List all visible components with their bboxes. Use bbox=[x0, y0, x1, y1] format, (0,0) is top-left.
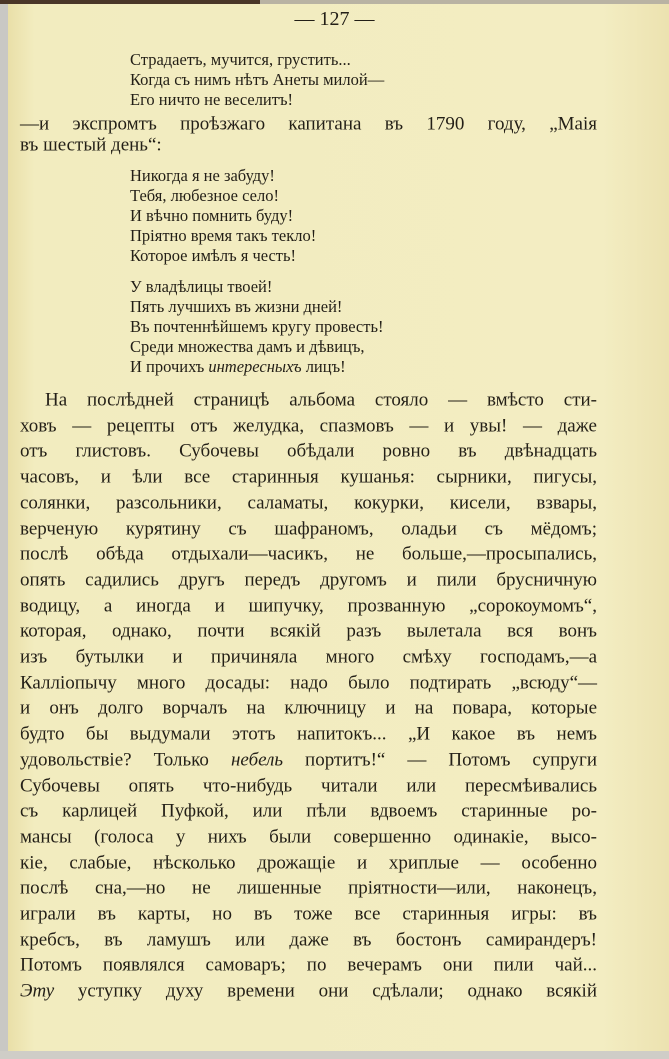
text-segment: И прочихъ bbox=[130, 356, 209, 376]
verse-line: Среди множества дамъ и дѣвицъ, bbox=[130, 336, 365, 356]
verse-line: Тебя, любезное село! bbox=[130, 185, 279, 205]
paragraph-line: опять садились другъ передъ другомъ и пили брусничную bbox=[20, 569, 597, 591]
verse-line: Страдаетъ, мучится, грустить... bbox=[130, 49, 351, 69]
paragraph-line: послѣ обѣда отдыхали—часикъ, не больше,—просыпались, bbox=[20, 543, 597, 565]
paragraph-line: послѣ сна,—но не лишенные прiятности—или, наконецъ, bbox=[20, 877, 597, 899]
verse-line: Которое имѣлъ я честь! bbox=[130, 245, 297, 265]
verse-line: Прiятно время такъ текло! bbox=[130, 225, 317, 245]
paragraph-line: будто бы выдумали этотъ напитокъ... „И какое въ немъ bbox=[20, 723, 597, 745]
verse-line: Его ничто не веселитъ! bbox=[130, 89, 293, 109]
paragraph-line bbox=[20, 750, 597, 769]
paragraph-line: На послѣдней страницѣ альбома стояло — вмѣсто сти- bbox=[45, 389, 597, 411]
paragraph-line: изъ бутылки и причиняла много смѣху господамъ,—а bbox=[20, 646, 597, 668]
paragraph-line: Потомъ появлялся самоваръ; по вечерамъ они пили чай... bbox=[20, 954, 597, 976]
paragraph-line: мансы (голоса у нихъ были совершенно одинакiе, высо- bbox=[20, 826, 597, 848]
paragraph-line: и онъ долго ворчалъ на ключницу и на повара, которые bbox=[20, 697, 597, 719]
paragraph-line: Субочевы опять что-нибудь читали или пересмѣивались bbox=[20, 775, 597, 796]
scan-left-edge bbox=[0, 0, 8, 1059]
verse-line bbox=[130, 356, 346, 376]
italic-text: Эту bbox=[20, 980, 55, 1002]
paragraph-line: съ карлицей Пуфкой, или пѣли вдвоемъ старинные ро- bbox=[20, 800, 597, 822]
verse-line: Когда съ нимъ нѣтъ Анеты милой— bbox=[130, 69, 385, 89]
paragraph-line: ховъ — рецепты отъ желудка, спазмовъ — и увы! — даже bbox=[20, 415, 597, 437]
text-segment: удовольствiе? Только bbox=[20, 749, 231, 771]
paragraph-line: верченую курятину съ шафраномъ, оладьи съ мёдомъ; bbox=[20, 518, 597, 539]
prose-line: въ шестый день“: bbox=[20, 134, 162, 156]
paragraph-line: кiе, слабые, нѣсколько дрожащiе и хриплые — особенно bbox=[20, 852, 597, 874]
prose-line: —и экспромтъ проѣзжаго капитана въ 1790 году, „Маiя bbox=[20, 113, 597, 135]
verse-line: Пять лучшихъ въ жизни дней! bbox=[130, 296, 343, 316]
paragraph-line: которая, однако, почти всякiй разъ вылетала вся вонъ bbox=[20, 620, 597, 642]
italic-text: небель bbox=[230, 749, 284, 771]
text-segment: уступку духу времени они сдѣлали; однако всякiй bbox=[54, 980, 597, 1002]
verse-line: И вѣчно помнить буду! bbox=[130, 205, 294, 225]
paragraph-line: водицу, а иногда и шипучку, прозванную „сорокоумомъ“, bbox=[20, 595, 597, 617]
scan-bottom-edge bbox=[0, 1051, 669, 1059]
paragraph-line: отъ глистовъ. Субочевы обѣдали ровно въ двѣнадцать bbox=[20, 440, 597, 462]
paragraph-line: часовъ, и ѣли все старинныя кушанья: сырники, пигусы, bbox=[20, 466, 597, 488]
paragraph-line: кребсъ, въ ламушъ или даже въ бостонъ самирандеръ! bbox=[20, 929, 597, 951]
text-segment: лицъ! bbox=[301, 356, 346, 376]
verse-line: Въ почтеннѣйшемъ кругу провесть! bbox=[130, 316, 384, 336]
page-number: — 127 — bbox=[294, 8, 375, 30]
text-segment: портитъ!“ — Потомъ супруги bbox=[283, 749, 597, 771]
italic-text: интересныхъ bbox=[208, 356, 302, 376]
verse-line: Никогда я не забуду! bbox=[130, 165, 275, 185]
verse-line: У владѣлицы твоей! bbox=[130, 276, 273, 296]
paragraph-line: Каллiопычу много досады: надо было подтирать „всюду“— bbox=[20, 672, 597, 694]
paragraph-line bbox=[20, 982, 597, 1001]
paragraph-line: солянки, разсольники, саламаты, кокурки, кисели, взвары, bbox=[20, 492, 597, 514]
scan-top-edge-dark bbox=[0, 0, 260, 4]
paragraph-line: играли въ карты, но въ тоже все старинныя игры: въ bbox=[20, 903, 597, 925]
